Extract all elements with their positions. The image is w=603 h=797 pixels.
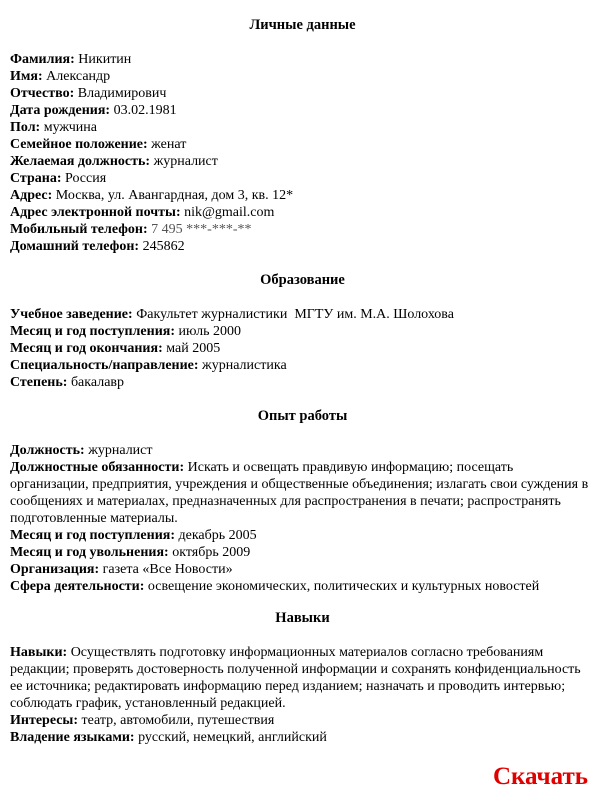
job-position-field <box>10 442 595 459</box>
edu-end-value: май 2005 <box>166 341 221 356</box>
edu-end-label: Месяц и год окончания: <box>10 341 163 356</box>
languages-label: Владение языками: <box>10 730 135 745</box>
mobile-field <box>10 221 595 238</box>
job-position-value: журналист <box>88 443 153 458</box>
position-field <box>10 153 595 170</box>
languages-field <box>10 729 595 746</box>
birth-value: 03.02.1981 <box>113 103 177 118</box>
sphere-label: Сфера деятельности: <box>10 579 145 594</box>
sex-label: Пол: <box>10 120 41 135</box>
address-label: Адрес: <box>10 188 53 203</box>
birth-label: Дата рождения: <box>10 103 111 118</box>
edu-end-field <box>10 340 595 357</box>
mobile-value: 7 495 ***-***-** <box>151 222 252 237</box>
specialty-field <box>10 357 595 374</box>
job-start-label: Месяц и год поступления: <box>10 528 175 543</box>
job-end-field <box>10 544 595 561</box>
degree-label: Степень: <box>10 375 68 390</box>
personal-section <box>10 17 595 255</box>
surname-value: Никитин <box>78 52 132 67</box>
education-section <box>10 272 595 391</box>
edu-start-label: Месяц и год поступления: <box>10 324 175 339</box>
country-label: Страна: <box>10 171 62 186</box>
name-field <box>10 68 595 85</box>
experience-section <box>10 408 595 595</box>
sphere-value: освещение экономических, политических и культурных новостей <box>147 579 540 594</box>
name-value: Александр <box>46 69 111 84</box>
institution-value: Факультет журналистики МГТУ им. М.А. Шолохова <box>136 307 454 322</box>
marital-field <box>10 136 595 153</box>
education-section-title: Образование <box>260 272 345 288</box>
interests-field <box>10 712 595 729</box>
skills-section <box>10 610 595 746</box>
organization-label: Организация: <box>10 562 100 577</box>
languages-value: русский, немецкий, английский <box>138 730 327 745</box>
duties-field <box>10 459 595 527</box>
sex-field <box>10 119 595 136</box>
interests-label: Интересы: <box>10 713 79 728</box>
specialty-value: журналистика <box>202 358 287 373</box>
home-phone-label: Домашний телефон: <box>10 239 140 254</box>
sex-value: мужчина <box>43 120 97 135</box>
download-link[interactable]: Скачать <box>492 763 588 790</box>
birth-field <box>10 102 595 119</box>
email-field <box>10 204 595 221</box>
experience-section-title: Опыт работы <box>257 408 348 424</box>
surname-label: Фамилия: <box>10 52 75 67</box>
edu-start-field <box>10 323 595 340</box>
institution-label: Учебное заведение: <box>10 307 133 322</box>
degree-value: бакалавр <box>70 375 125 390</box>
address-field <box>10 187 595 204</box>
interests-value: театр, автомобили, путешествия <box>81 713 275 728</box>
job-start-field <box>10 527 595 544</box>
desired-position-value: журналист <box>153 154 218 169</box>
mobile-label: Мобильный телефон: <box>10 222 148 237</box>
country-field <box>10 170 595 187</box>
specialty-label: Специальность/направление: <box>10 358 199 373</box>
institution-field <box>10 306 595 323</box>
organization-field <box>10 561 595 578</box>
home-phone-value: 245862 <box>142 239 185 254</box>
job-start-value: декабрь 2005 <box>178 528 257 543</box>
job-end-label: Месяц и год увольнения: <box>10 545 169 560</box>
desired-position-label: Желаемая должность: <box>10 154 151 169</box>
home-phone-field <box>10 238 595 255</box>
sphere-field <box>10 578 595 595</box>
skills-field <box>10 644 595 712</box>
marital-value: женат <box>151 137 187 152</box>
email-value: nik@gmail.com <box>184 205 275 220</box>
country-value: Россия <box>65 171 107 186</box>
personal-section-title: Личные данные <box>249 17 356 33</box>
email-label: Адрес электронной почты: <box>10 205 181 220</box>
patronymic-label: Отчество: <box>10 86 75 101</box>
surname-field <box>10 51 595 68</box>
organization-value: газета «Все Новости» <box>102 562 233 577</box>
skills-label: Навыки: <box>10 645 68 660</box>
patronymic-field <box>10 85 595 102</box>
skills-section-title: Навыки <box>275 610 330 626</box>
degree-field <box>10 374 595 391</box>
name-label: Имя: <box>10 69 43 84</box>
job-end-value: октябрь 2009 <box>172 545 251 560</box>
job-position-label: Должность: <box>10 443 85 458</box>
address-value: Москва, ул. Авангардная, дом 3, кв. 12* <box>55 188 294 203</box>
skills-value: Осуществлять подготовку информационных материалов согласно требованиям редакции; проверять достоверность полученной информации и сохранять конфиденциальность ее источника; редактировать информацию перед изданием; назначать и проводить интервью; соблюдать график, установленный редакцией. <box>10 645 581 711</box>
marital-label: Семейное положение: <box>10 137 148 152</box>
duties-value: Искать и освещать правдивую информацию; посещать организации, предприятия, учреждения и общественные объединения; излагать свои суждения в сообщениях и материалах, предназначенных для распространения в печати; распространять подготовленные материалы. <box>10 460 589 526</box>
patronymic-value: Владимирович <box>77 86 167 101</box>
edu-start-value: июль 2000 <box>178 324 241 339</box>
duties-label: Должностные обязанности: <box>10 460 185 475</box>
